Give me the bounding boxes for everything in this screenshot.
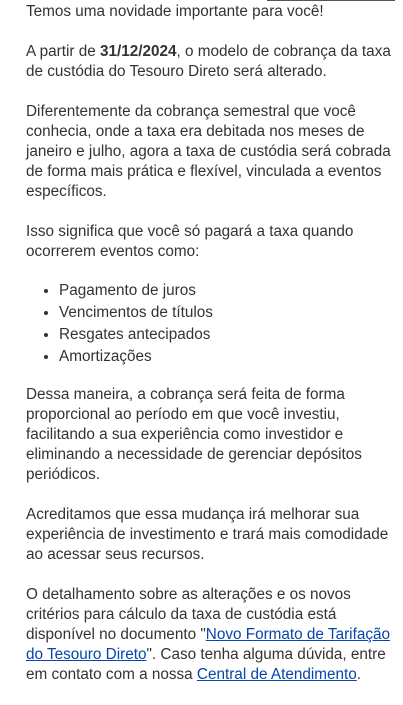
support-center-link[interactable]: Central de Atendimento [196, 666, 357, 683]
proportional-paragraph: Dessa maneira, a cobrança será feita de forma proporcional ao período em que você investiu, facilitando a sua experiência como investidor e eliminando a necessidade de gerenciar depósitos periódicos. [26, 386, 362, 483]
list-item: • Resgates antecipados [59, 325, 396, 345]
email-body [26, 2, 396, 705]
list-item: • Vencimentos de títulos [59, 303, 396, 323]
greeting: Temos uma novidade importante para você! [26, 3, 324, 20]
intro-text-before: A partir de [26, 43, 100, 60]
benefit-paragraph: Acreditamos que essa mudança irá melhorar sua experiência de investimento e trará mais comodidade ao acessar seus recursos. [26, 506, 389, 563]
intro-text-after: , o modelo de cobrança da taxa de custódia do Tesouro Direto será alterado. [26, 43, 391, 80]
events-intro-paragraph: Isso significa que você só pagará a taxa quando ocorrerem eventos como: [26, 223, 354, 260]
details-text-middle: ". Caso tenha alguma dúvida, entre em contato com a nossa [26, 646, 386, 683]
semiannual-paragraph: Diferentemente da cobrança semestral que você conhecia, onde a taxa era debitada nos meses de janeiro e julho, agora a taxa de custódia será cobrada de forma mais prática e flexível, vinculada a eventos específicos. [26, 103, 391, 200]
details-paragraph [26, 585, 396, 685]
top-divider [267, 0, 395, 1]
change-date: 31/12/2024 [99, 43, 177, 60]
details-text-after: . [356, 666, 362, 683]
list-item: • Pagamento de juros [59, 281, 396, 301]
tarification-document-link[interactable]: Novo Formato de Tarifação do Tesouro Direto [26, 626, 390, 663]
events-list [26, 281, 396, 367]
details-text-before: O detalhamento sobre as alterações e os novos critérios para cálculo da taxa de custódia está disponível no documento " [26, 586, 351, 643]
list-item: • Amortizações [59, 347, 396, 367]
intro-paragraph [26, 42, 396, 82]
